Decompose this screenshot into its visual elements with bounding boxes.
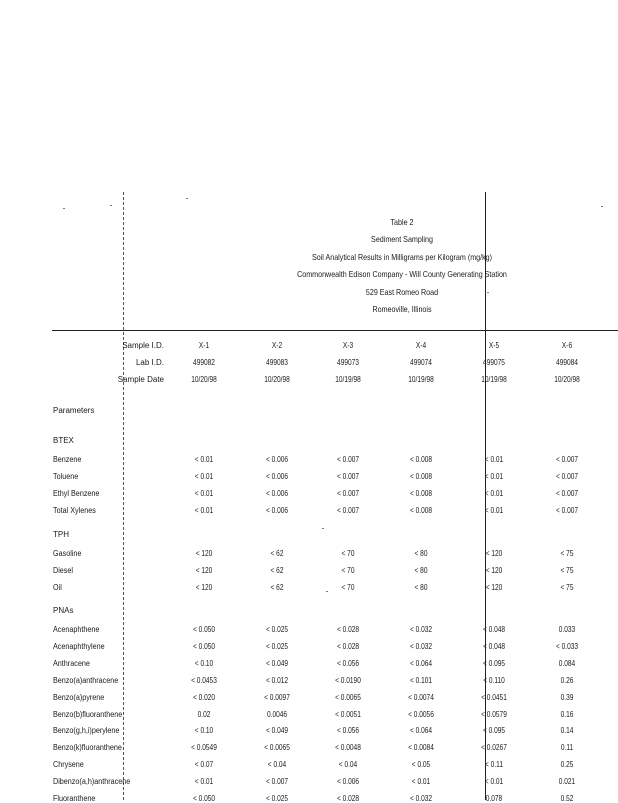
- result-cell: < 0.007: [336, 455, 360, 464]
- table-number: Table 2: [390, 217, 414, 227]
- sample-date-value: 10/19/98: [481, 375, 507, 384]
- result-cell: 0.26: [560, 675, 574, 685]
- parameter-name: Acenaphthylene: [53, 641, 105, 651]
- result-cell: < 0.048: [482, 625, 506, 634]
- parameter-name: Ethyl Benzene: [53, 488, 100, 498]
- result-cell: < 0.0190: [335, 675, 361, 685]
- result-cell: < 0.095: [482, 726, 506, 736]
- result-cell: < 120: [195, 565, 213, 575]
- result-cell: < 75: [560, 549, 574, 558]
- parameter-name: Fluoranthene: [53, 794, 96, 803]
- result-cell: < 0.01: [484, 455, 504, 464]
- lab-id-label: Lab I.D.: [135, 358, 164, 367]
- result-cell: < 0.0051: [335, 709, 361, 719]
- sample-date-value: 10/19/98: [335, 375, 361, 384]
- result-cell: < 0.025: [265, 794, 289, 803]
- lab-id-value: 499075: [483, 358, 505, 367]
- parameters-heading: Parameters: [53, 406, 95, 415]
- lab-id-value: 499082: [193, 358, 215, 367]
- table-units: Soil Analytical Results in Milligrams per Kilogram (mg/kg): [311, 251, 493, 262]
- scan-dashed-line: [123, 192, 124, 800]
- result-cell: < 0.0074: [408, 692, 434, 702]
- result-cell: < 0.006: [265, 471, 289, 481]
- result-cell: < 0.0267: [481, 743, 507, 753]
- result-cell: < 62: [270, 549, 284, 558]
- sample-date-value: 10/20/98: [554, 375, 580, 384]
- result-cell: < 0.008: [409, 505, 433, 515]
- lab-id-value: 499083: [266, 358, 288, 367]
- result-cell: < 0.07: [194, 760, 214, 770]
- result-cell: < 70: [341, 549, 355, 558]
- result-cell: < 120: [485, 549, 503, 558]
- sample-date-label: Sample Date: [117, 375, 164, 384]
- result-cell: < 0.04: [267, 760, 287, 770]
- result-cell: < 70: [341, 582, 355, 592]
- parameter-name: Dibenzo(a,h)anthracene: [53, 777, 131, 787]
- result-cell: < 0.006: [265, 455, 289, 464]
- scan-speck: [322, 528, 324, 529]
- sample-id-value: X-4: [415, 341, 427, 350]
- result-cell: < 0.008: [409, 455, 433, 464]
- scan-speck: [601, 206, 603, 207]
- result-cell: < 0.007: [555, 488, 579, 498]
- result-cell: < 0.0579: [481, 709, 507, 719]
- result-cell: 0.0046: [266, 709, 288, 719]
- result-cell: < 0.050: [192, 641, 216, 651]
- result-cell: < 0.0451: [481, 692, 507, 702]
- result-cell: < 80: [414, 549, 428, 558]
- result-cell: < 0.01: [194, 455, 214, 464]
- sample-date-value: 10/19/98: [408, 375, 434, 384]
- table-subject: Sediment Sampling: [371, 234, 433, 245]
- site-city: Romeoville, Illinois: [372, 304, 432, 315]
- parameter-name: Benzo(a)anthracene: [53, 675, 119, 685]
- result-cell: < 0.01: [194, 505, 214, 515]
- result-cell: < 0.0065: [264, 743, 290, 753]
- result-cell: < 0.064: [409, 726, 433, 736]
- result-cell: < 0.01: [484, 505, 504, 515]
- sample-id-value: X-3: [342, 341, 354, 350]
- result-cell: < 0.0056: [408, 709, 434, 719]
- result-cell: < 0.012: [265, 675, 289, 685]
- result-cell: < 70: [341, 565, 355, 575]
- result-cell: < 0.006: [265, 488, 289, 498]
- result-cell: < 75: [560, 582, 574, 592]
- section-heading: PNAs: [53, 606, 74, 615]
- result-cell: < 0.01: [484, 777, 504, 787]
- result-cell: < 0.064: [409, 658, 433, 668]
- result-cell: < 120: [485, 582, 503, 592]
- result-cell: < 0.020: [192, 692, 216, 702]
- section-heading: BTEX: [53, 436, 74, 445]
- result-cell: < 120: [195, 582, 213, 592]
- result-cell: < 0.095: [482, 658, 506, 668]
- result-cell: < 0.01: [194, 488, 214, 498]
- result-cell: < 0.056: [336, 726, 360, 736]
- result-cell: < 0.049: [265, 726, 289, 736]
- parameter-name: Benzo(b)fluoranthene: [53, 709, 123, 719]
- result-cell: 0.52: [560, 794, 574, 803]
- result-cell: < 0.033: [555, 641, 579, 651]
- result-cell: < 0.007: [336, 471, 360, 481]
- result-cell: 0.11: [560, 743, 574, 753]
- site-address: 529 East Romeo Road: [365, 286, 439, 297]
- result-cell: < 0.007: [336, 505, 360, 515]
- header-rule: [52, 330, 618, 331]
- result-cell: < 0.028: [336, 625, 360, 634]
- result-cell: 0.084: [558, 658, 576, 668]
- parameter-name: Benzo(k)fluoranthene: [53, 743, 122, 753]
- result-cell: < 62: [270, 582, 284, 592]
- result-cell: < 0.006: [265, 505, 289, 515]
- result-cell: 0.02: [197, 709, 211, 719]
- parameter-name: Anthracene: [53, 658, 90, 668]
- parameter-name: Benzo(g,h,i)perylene: [53, 726, 120, 736]
- result-cell: < 0.11: [485, 760, 503, 770]
- result-cell: 0.021: [558, 777, 576, 787]
- scan-speck: [110, 205, 112, 206]
- result-cell: < 0.0453: [191, 675, 217, 685]
- scan-speck: [63, 208, 65, 209]
- result-cell: < 0.01: [194, 777, 214, 787]
- parameter-name: Benzene: [53, 455, 82, 464]
- result-cell: < 0.110: [483, 675, 505, 685]
- result-cell: < 62: [270, 565, 284, 575]
- result-cell: < 0.006: [336, 777, 360, 787]
- result-cell: < 0.0549: [191, 743, 217, 753]
- result-cell: 0.14: [560, 726, 574, 736]
- result-cell: < 0.032: [409, 625, 433, 634]
- result-cell: < 0.0084: [408, 743, 434, 753]
- lab-id-value: 499074: [410, 358, 432, 367]
- sample-id-value: X-5: [488, 341, 500, 350]
- result-cell: 0.39: [560, 692, 574, 702]
- table-title-block: [280, 214, 524, 318]
- result-cell: < 0.007: [336, 488, 360, 498]
- result-cell: < 0.025: [265, 625, 289, 634]
- parameter-name: Gasoline: [53, 549, 82, 558]
- result-cell: < 0.01: [484, 471, 504, 481]
- result-cell: < 0.008: [409, 471, 433, 481]
- result-cell: < 0.007: [555, 471, 579, 481]
- result-cell: 0.033: [558, 625, 576, 634]
- result-cell: < 0.10: [194, 658, 214, 668]
- result-cell: < 0.04: [338, 760, 358, 770]
- result-cell: < 0.048: [482, 641, 506, 651]
- result-cell: < 0.01: [411, 777, 431, 787]
- result-cell: < 75: [560, 565, 574, 575]
- result-cell: < 0.007: [555, 505, 579, 515]
- result-cell: < 0.056: [336, 658, 360, 668]
- sample-date-value: 10/20/98: [264, 375, 290, 384]
- result-cell: < 0.008: [409, 488, 433, 498]
- company-site: Commonwealth Edison Company - Will County Generating Station: [297, 269, 507, 280]
- result-cell: 0.25: [560, 760, 574, 770]
- result-cell: < 0.050: [192, 794, 216, 803]
- lab-id-value: 499084: [556, 358, 578, 367]
- sample-id-label: Sample I.D.: [122, 341, 164, 350]
- result-cell: < 0.0048: [335, 743, 361, 753]
- result-cell: < 0.025: [265, 641, 289, 651]
- result-cell: < 120: [485, 565, 503, 575]
- result-cell: < 0.10: [194, 726, 214, 736]
- result-cell: < 0.032: [409, 641, 433, 651]
- parameter-name: Diesel: [53, 565, 74, 575]
- result-cell: < 0.0097: [264, 692, 290, 702]
- result-cell: < 0.007: [555, 455, 579, 464]
- result-cell: < 0.032: [409, 794, 433, 803]
- result-cell: < 0.007: [265, 777, 289, 787]
- parameter-name: Acenaphthene: [53, 625, 100, 634]
- result-cell: < 0.028: [336, 794, 360, 803]
- lab-id-value: 499073: [337, 358, 359, 367]
- result-cell: < 0.028: [336, 641, 360, 651]
- parameter-name: Chrysene: [53, 760, 84, 770]
- parameter-name: Benzo(a)pyrene: [53, 692, 105, 702]
- sample-id-value: X-6: [561, 341, 573, 350]
- parameter-name: Total Xylenes: [53, 505, 96, 515]
- result-cell: < 120: [195, 549, 213, 558]
- parameter-name: Toluene: [53, 471, 79, 481]
- sample-id-value: X-2: [271, 341, 283, 350]
- result-cell: < 0.01: [484, 488, 504, 498]
- sample-id-value: X-1: [198, 341, 210, 350]
- result-cell: < 80: [414, 565, 428, 575]
- sample-date-value: 10/20/98: [191, 375, 217, 384]
- result-cell: < 0.05: [411, 760, 431, 770]
- result-cell: 0.16: [560, 709, 574, 719]
- result-cell: 0.078: [485, 794, 503, 803]
- result-cell: < 0.0065: [335, 692, 361, 702]
- section-heading: TPH: [53, 530, 69, 539]
- result-cell: < 0.050: [192, 625, 216, 634]
- result-cell: < 80: [414, 582, 428, 592]
- result-cell: < 0.01: [194, 471, 214, 481]
- scan-speck: [186, 198, 188, 199]
- parameter-name: Oil: [53, 582, 62, 592]
- result-cell: < 0.049: [265, 658, 289, 668]
- result-cell: < 0.101: [409, 675, 433, 685]
